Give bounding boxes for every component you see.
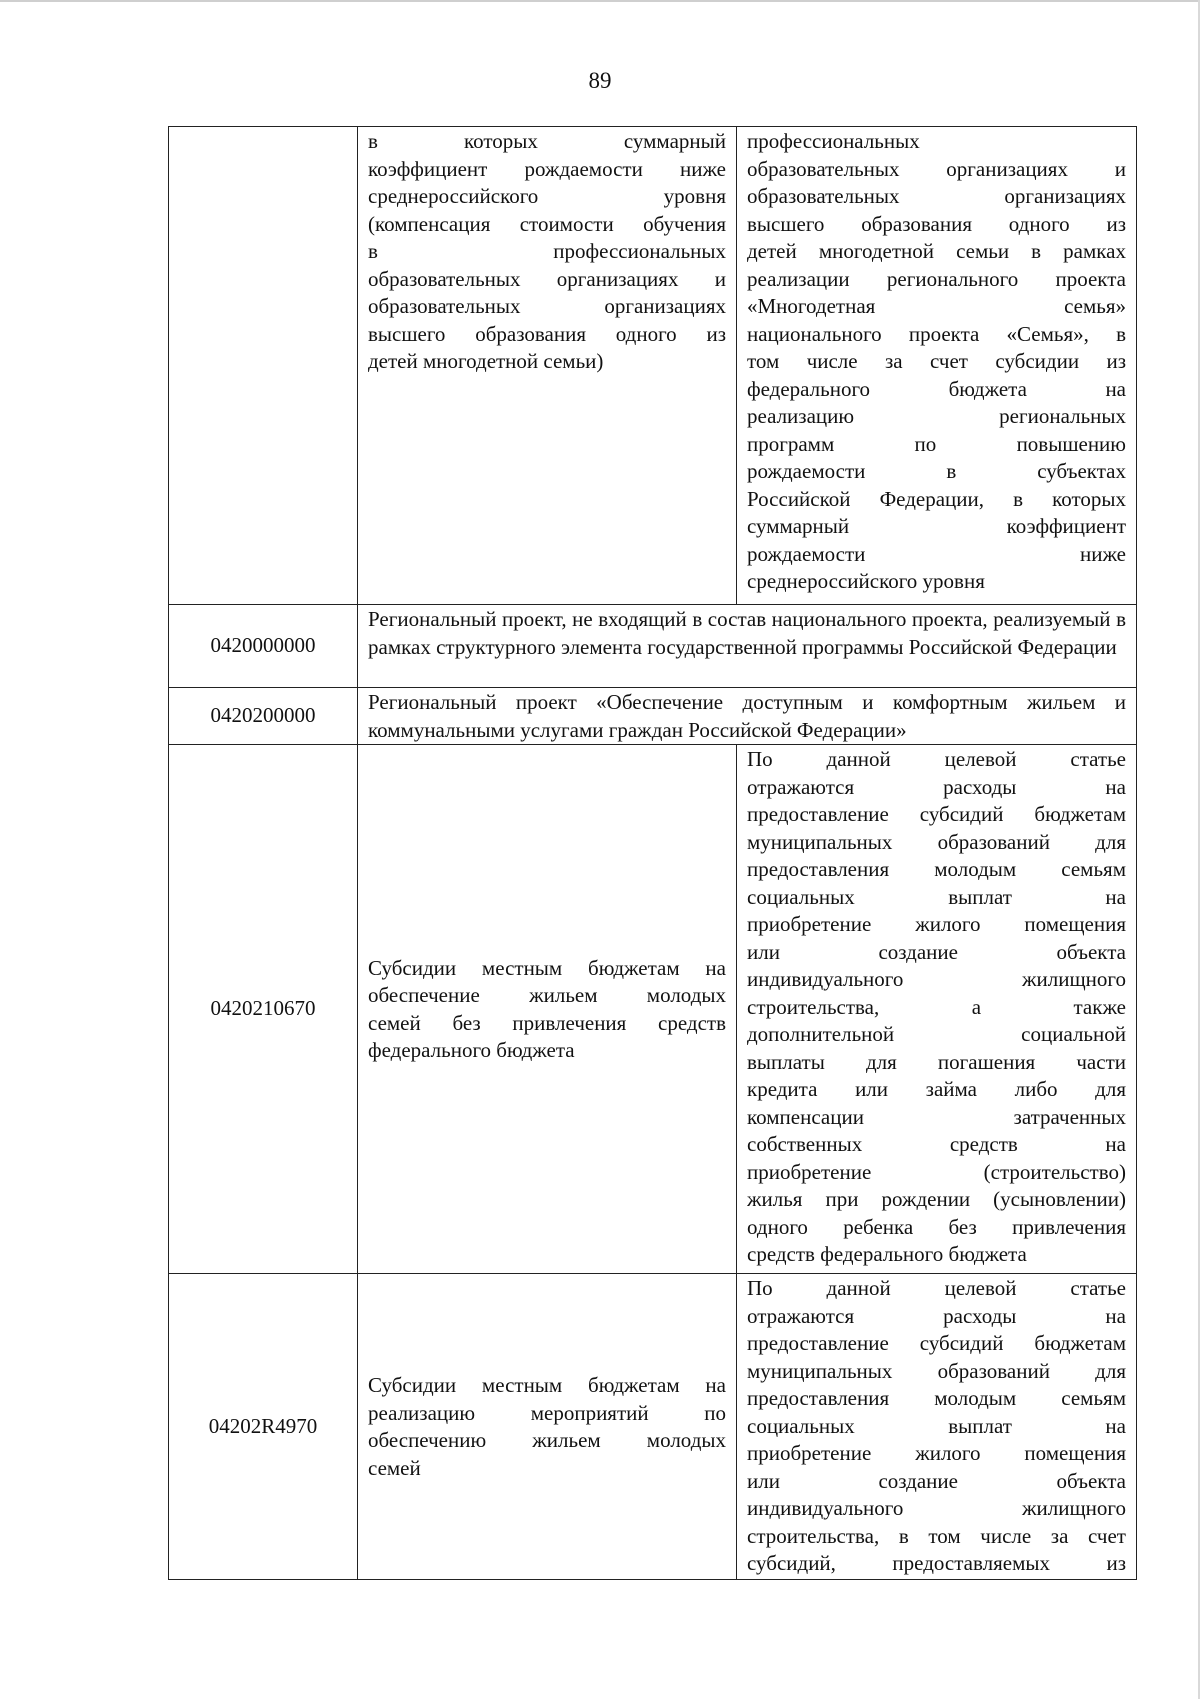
- row-desc-line: среднероссийского уровня: [747, 569, 985, 593]
- budget-classification-table: [168, 126, 1137, 1580]
- row-name-line: детей многодетной семьи): [368, 349, 604, 373]
- row-name-line: в которых суммарный: [368, 129, 726, 153]
- row-name-line: (компенсация стоимости обучения: [368, 211, 726, 236]
- row-desc-line: строительства, а также: [747, 994, 1126, 1019]
- row-name-line: Субсидии местным бюджетам на: [368, 955, 726, 980]
- row-desc-line: высшего образования одного из: [747, 211, 1126, 236]
- row-desc-line: индивидуального жилищного: [747, 967, 1126, 991]
- row-code: 0420200000: [169, 688, 358, 745]
- row-full-text: Региональный проект, не входящий в состав национального проекта, реализуемый в рамках структурного элемента государственной программы Российской Федерации: [358, 605, 1137, 688]
- row-code: 0420000000: [169, 605, 358, 688]
- row-desc-line: По данной целевой статье: [747, 1276, 1126, 1300]
- row-name-line: семей без привлечения средств: [368, 1010, 726, 1035]
- table-row: [169, 745, 1137, 1274]
- row-desc-line: предоставление субсидий бюджетам: [747, 1331, 1126, 1355]
- row-desc-line: дополнительной социальной: [747, 1022, 1126, 1046]
- row-full-text: Региональный проект «Обеспечение доступным и комфортным жильем и коммунальными услугами граждан Российской Федерации»: [358, 688, 1137, 745]
- scan-top-edge: [0, 0, 1200, 2]
- row-code: 0420210670: [169, 745, 358, 1274]
- row-name: [358, 1274, 737, 1580]
- row-name-line: Субсидии местным бюджетам на: [368, 1373, 726, 1397]
- row-description: [737, 127, 1137, 605]
- row-code: 04202R4970: [169, 1274, 358, 1580]
- row-desc-line: программ по повышению: [747, 431, 1126, 456]
- row-desc-line: или создание объекта: [747, 1468, 1126, 1493]
- row-desc-line: реализации регионального проекта: [747, 266, 1126, 291]
- table-row: [169, 605, 1137, 688]
- row-name-line: среднероссийского уровня: [368, 184, 726, 208]
- row-name-line: реализацию мероприятий по: [368, 1400, 726, 1425]
- row-desc-line: «Многодетная семья»: [747, 294, 1126, 318]
- row-desc-line: реализацию региональных: [747, 404, 1126, 428]
- row-code: [169, 127, 358, 605]
- row-desc-line: приобретение жилого помещения: [747, 1441, 1126, 1465]
- row-name: [358, 745, 737, 1274]
- row-name-line: обеспечение жильем молодых: [368, 983, 726, 1007]
- row-desc-line: образовательных организациях и: [747, 156, 1126, 181]
- row-desc-line: выплаты для погашения части: [747, 1049, 1126, 1074]
- row-name-line: семей: [368, 1455, 421, 1480]
- row-desc-line: предоставления молодым семьям: [747, 857, 1126, 881]
- row-desc-line: предоставления молодым семьям: [747, 1386, 1126, 1410]
- row-desc-line: том числе за счет субсидии из: [747, 349, 1126, 373]
- table-row: [169, 127, 1137, 605]
- row-desc-line: жилья при рождении (усыновлении): [747, 1187, 1126, 1211]
- row-desc-line: средств федерального бюджета: [747, 1242, 1027, 1266]
- row-desc-line: компенсации затраченных: [747, 1104, 1126, 1129]
- row-desc-line: профессиональных: [747, 129, 920, 153]
- row-name-line: коэффициент рождаемости ниже: [368, 156, 726, 181]
- row-desc-line: приобретение (строительство): [747, 1159, 1126, 1184]
- row-desc-line: национального проекта «Семья», в: [747, 321, 1126, 346]
- row-desc-line: социальных выплат на: [747, 884, 1126, 909]
- row-desc-line: субсидий, предоставляемых из: [747, 1551, 1126, 1575]
- table-row: [169, 688, 1137, 745]
- table-row: [169, 1274, 1137, 1580]
- row-name-line: обеспечению жильем молодых: [368, 1428, 726, 1452]
- row-desc-line: приобретение жилого помещения: [747, 912, 1126, 936]
- page-number: 89: [588, 68, 612, 93]
- row-name-line: в профессиональных: [368, 239, 726, 263]
- row-name-line: высшего образования одного из: [368, 321, 726, 346]
- row-name: [358, 127, 737, 605]
- row-desc-line: муниципальных образований для: [747, 1358, 1126, 1383]
- row-desc-line: образовательных организациях: [747, 184, 1126, 208]
- row-description: [737, 745, 1137, 1274]
- row-desc-line: По данной целевой статье: [747, 747, 1126, 771]
- row-name-line: образовательных организациях и: [368, 266, 726, 291]
- row-desc-line: отражаются расходы на: [747, 1303, 1126, 1328]
- row-description: [737, 1274, 1137, 1580]
- row-desc-line: предоставление субсидий бюджетам: [747, 802, 1126, 826]
- row-desc-line: рождаемости в субъектах: [747, 459, 1126, 483]
- row-desc-line: отражаются расходы на: [747, 774, 1126, 799]
- row-name-line: федерального бюджета: [368, 1038, 575, 1062]
- row-desc-line: или создание объекта: [747, 939, 1126, 964]
- row-desc-line: кредита или займа либо для: [747, 1077, 1126, 1101]
- row-desc-line: рождаемости ниже: [747, 541, 1126, 566]
- row-name-line: образовательных организациях: [368, 294, 726, 318]
- row-desc-line: муниципальных образований для: [747, 829, 1126, 854]
- row-desc-line: индивидуального жилищного: [747, 1496, 1126, 1520]
- row-desc-line: суммарный коэффициент: [747, 514, 1126, 538]
- row-desc-line: собственных средств на: [747, 1132, 1126, 1156]
- row-desc-line: федерального бюджета на: [747, 376, 1126, 401]
- row-desc-line: одного ребенка без привлечения: [747, 1214, 1126, 1239]
- row-desc-line: социальных выплат на: [747, 1413, 1126, 1438]
- row-desc-line: Российской Федерации, в которых: [747, 486, 1126, 511]
- row-desc-line: строительства, в том числе за счет: [747, 1523, 1126, 1548]
- row-desc-line: детей многодетной семьи в рамках: [747, 239, 1126, 263]
